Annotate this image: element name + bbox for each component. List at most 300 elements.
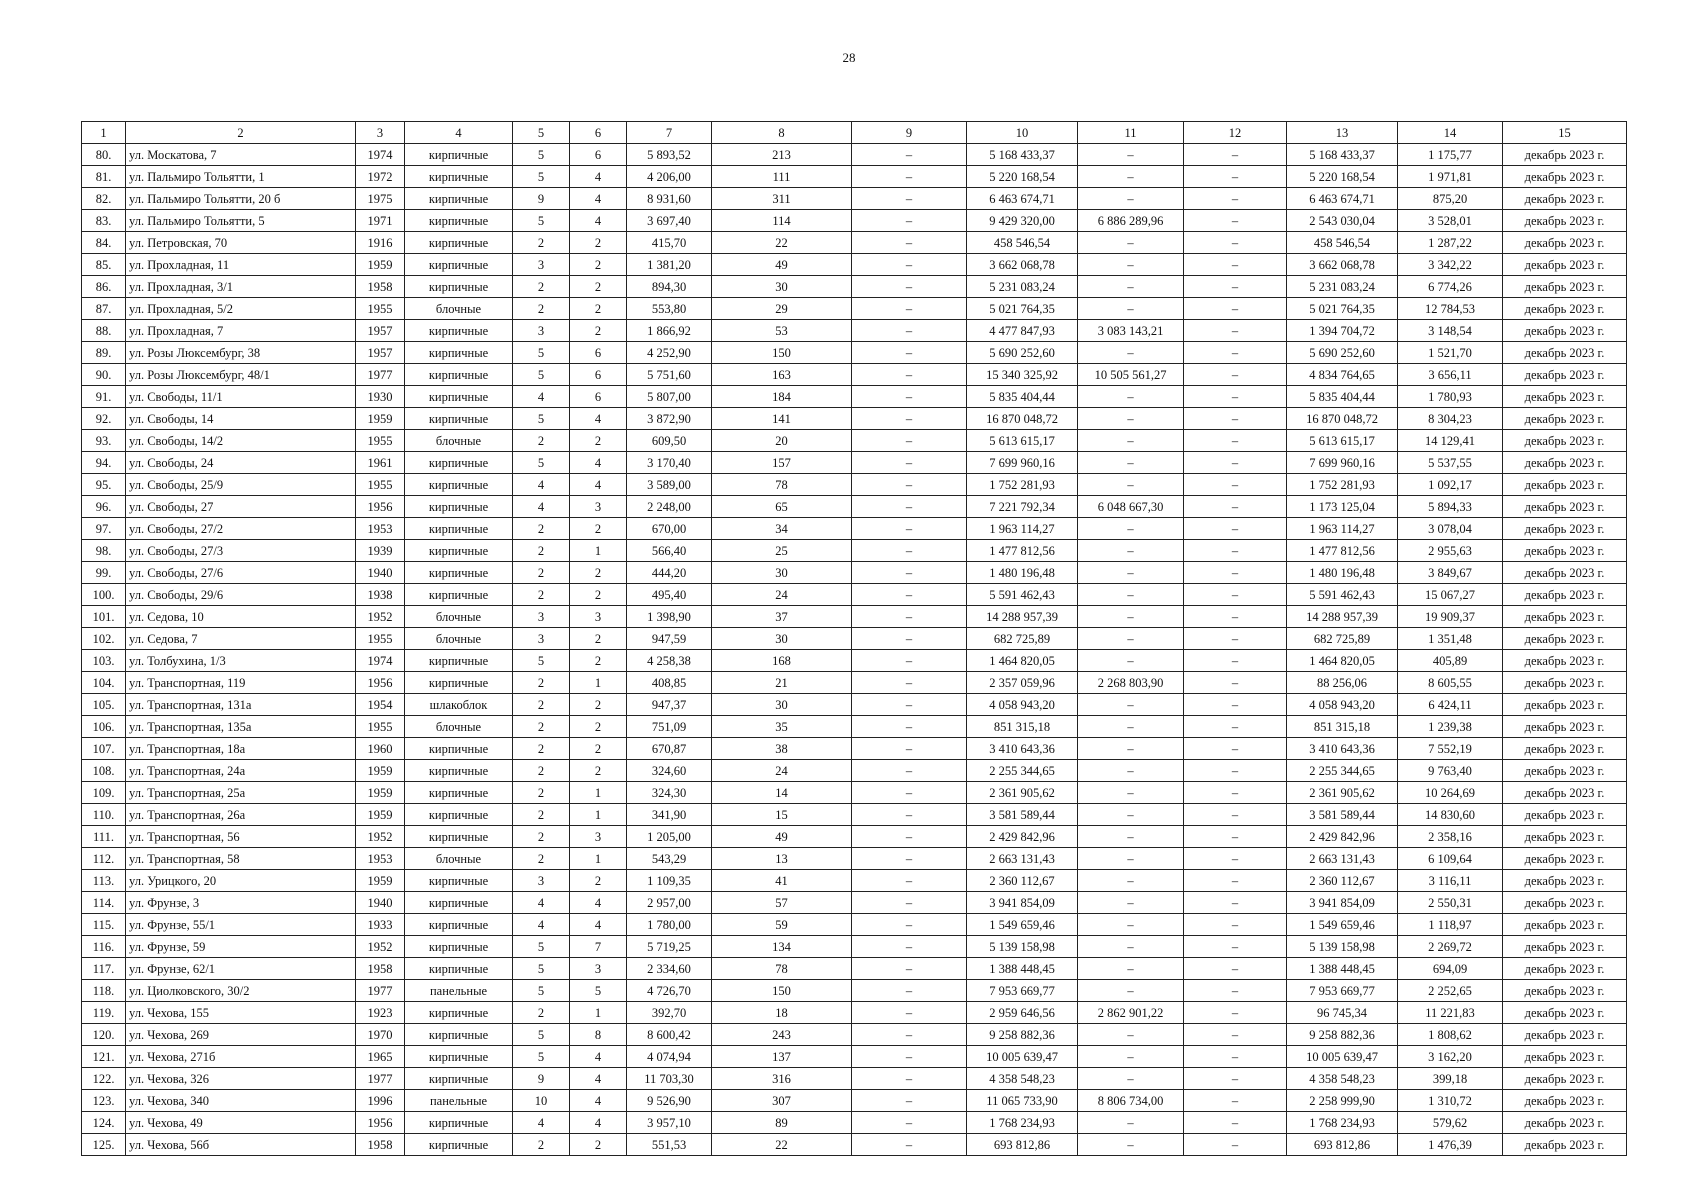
table-cell-col-7: 543,29 (627, 848, 712, 870)
table-cell-col-9: – (852, 760, 967, 782)
table-cell-col-2: ул. Фрунзе, 55/1 (126, 914, 356, 936)
table-cell-col-3: 1958 (356, 276, 405, 298)
table-cell-col-11: – (1078, 408, 1184, 430)
table-cell-col-10: 2 429 842,96 (967, 826, 1078, 848)
table-cell-col-12: – (1184, 804, 1287, 826)
table-cell-col-7: 947,37 (627, 694, 712, 716)
table-cell-col-2: ул. Свободы, 27/3 (126, 540, 356, 562)
table-cell-col-13: 3 941 854,09 (1287, 892, 1398, 914)
table-cell-col-10: 5 231 083,24 (967, 276, 1078, 298)
column-header-1: 1 (82, 122, 126, 144)
table-cell-col-6: 4 (570, 1046, 627, 1068)
table-cell-col-5: 4 (513, 892, 570, 914)
table-cell-col-3: 1938 (356, 584, 405, 606)
table-cell-col-10: 1 464 820,05 (967, 650, 1078, 672)
table-cell-col-7: 4 206,00 (627, 166, 712, 188)
table-cell-col-3: 1975 (356, 188, 405, 210)
table-cell-col-2: ул. Свободы, 14 (126, 408, 356, 430)
table-cell-col-14: 14 830,60 (1398, 804, 1503, 826)
table-cell-col-15: декабрь 2023 г. (1503, 342, 1627, 364)
table-cell-col-10: 2 255 344,65 (967, 760, 1078, 782)
table-cell-col-4: блочные (405, 430, 513, 452)
table-cell-col-10: 9 258 882,36 (967, 1024, 1078, 1046)
table-cell-col-9: – (852, 452, 967, 474)
table-cell-col-4: кирпичные (405, 760, 513, 782)
table-cell-col-6: 1 (570, 782, 627, 804)
table-row (82, 232, 1627, 254)
table-cell-col-8: 65 (712, 496, 852, 518)
table-cell-col-7: 3 872,90 (627, 408, 712, 430)
table-cell-col-11: – (1078, 738, 1184, 760)
table-cell-col-6: 3 (570, 606, 627, 628)
table-cell-col-1: 106. (82, 716, 126, 738)
table-cell-col-6: 2 (570, 870, 627, 892)
table-cell-col-4: кирпичные (405, 232, 513, 254)
table-cell-col-4: кирпичные (405, 408, 513, 430)
table-cell-col-13: 1 549 659,46 (1287, 914, 1398, 936)
table-cell-col-14: 1 175,77 (1398, 144, 1503, 166)
table-cell-col-10: 1 752 281,93 (967, 474, 1078, 496)
table-cell-col-12: – (1184, 1112, 1287, 1134)
table-cell-col-5: 2 (513, 848, 570, 870)
table-cell-col-13: 6 463 674,71 (1287, 188, 1398, 210)
table-cell-col-10: 4 358 548,23 (967, 1068, 1078, 1090)
table-cell-col-5: 5 (513, 408, 570, 430)
table-cell-col-8: 21 (712, 672, 852, 694)
table-cell-col-3: 1939 (356, 540, 405, 562)
table-cell-col-9: – (852, 518, 967, 540)
table-cell-col-8: 29 (712, 298, 852, 320)
table-cell-col-8: 49 (712, 254, 852, 276)
table-cell-col-10: 5 591 462,43 (967, 584, 1078, 606)
table-cell-col-3: 1959 (356, 782, 405, 804)
table-cell-col-9: – (852, 1024, 967, 1046)
table-cell-col-5: 2 (513, 716, 570, 738)
table-row (82, 760, 1627, 782)
table-cell-col-12: – (1184, 606, 1287, 628)
table-cell-col-14: 3 148,54 (1398, 320, 1503, 342)
table-cell-col-8: 18 (712, 1002, 852, 1024)
table-cell-col-4: панельные (405, 1090, 513, 1112)
table-cell-col-11: – (1078, 694, 1184, 716)
table-row (82, 738, 1627, 760)
table-row (82, 430, 1627, 452)
table-cell-col-13: 1 173 125,04 (1287, 496, 1398, 518)
table-cell-col-10: 4 477 847,93 (967, 320, 1078, 342)
table-cell-col-11: – (1078, 298, 1184, 320)
table-cell-col-1: 121. (82, 1046, 126, 1068)
table-cell-col-14: 19 909,37 (1398, 606, 1503, 628)
table-cell-col-9: – (852, 188, 967, 210)
table-cell-col-2: ул. Свободы, 27/2 (126, 518, 356, 540)
table-cell-col-1: 97. (82, 518, 126, 540)
table-cell-col-8: 150 (712, 980, 852, 1002)
table-cell-col-10: 5 835 404,44 (967, 386, 1078, 408)
table-cell-col-14: 3 078,04 (1398, 518, 1503, 540)
table-cell-col-14: 5 537,55 (1398, 452, 1503, 474)
table-cell-col-11: 8 806 734,00 (1078, 1090, 1184, 1112)
table-cell-col-8: 30 (712, 628, 852, 650)
table-cell-col-14: 2 269,72 (1398, 936, 1503, 958)
table-cell-col-2: ул. Москатова, 7 (126, 144, 356, 166)
table-cell-col-4: кирпичные (405, 210, 513, 232)
table-cell-col-6: 6 (570, 364, 627, 386)
table-cell-col-1: 80. (82, 144, 126, 166)
table-cell-col-4: блочные (405, 716, 513, 738)
table-cell-col-3: 1955 (356, 474, 405, 496)
table-cell-col-7: 947,59 (627, 628, 712, 650)
table-cell-col-2: ул. Фрунзе, 62/1 (126, 958, 356, 980)
table-row (82, 452, 1627, 474)
table-cell-col-15: декабрь 2023 г. (1503, 628, 1627, 650)
table-cell-col-7: 2 248,00 (627, 496, 712, 518)
table-cell-col-6: 4 (570, 1068, 627, 1090)
table-cell-col-6: 4 (570, 166, 627, 188)
table-cell-col-1: 81. (82, 166, 126, 188)
table-cell-col-4: кирпичные (405, 342, 513, 364)
table-cell-col-6: 1 (570, 804, 627, 826)
table-cell-col-6: 2 (570, 650, 627, 672)
table-cell-col-8: 30 (712, 276, 852, 298)
table-cell-col-11: – (1078, 760, 1184, 782)
table-cell-col-4: кирпичные (405, 1068, 513, 1090)
table-cell-col-7: 1 398,90 (627, 606, 712, 628)
table-cell-col-15: декабрь 2023 г. (1503, 870, 1627, 892)
table-cell-col-14: 12 784,53 (1398, 298, 1503, 320)
table-cell-col-14: 14 129,41 (1398, 430, 1503, 452)
table-cell-col-2: ул. Транспортная, 18а (126, 738, 356, 760)
table-cell-col-8: 49 (712, 826, 852, 848)
table-cell-col-6: 4 (570, 408, 627, 430)
table-cell-col-2: ул. Свободы, 24 (126, 452, 356, 474)
table-cell-col-5: 2 (513, 232, 570, 254)
table-cell-col-15: декабрь 2023 г. (1503, 1046, 1627, 1068)
table-cell-col-8: 30 (712, 694, 852, 716)
table-cell-col-15: декабрь 2023 г. (1503, 166, 1627, 188)
table-cell-col-1: 90. (82, 364, 126, 386)
table-cell-col-4: кирпичные (405, 936, 513, 958)
table-cell-col-5: 2 (513, 826, 570, 848)
table-cell-col-12: – (1184, 452, 1287, 474)
table-cell-col-5: 9 (513, 188, 570, 210)
table-cell-col-7: 1 381,20 (627, 254, 712, 276)
table-cell-col-4: кирпичные (405, 254, 513, 276)
table-cell-col-6: 7 (570, 936, 627, 958)
table-cell-col-6: 2 (570, 276, 627, 298)
table-cell-col-9: – (852, 980, 967, 1002)
table-cell-col-15: декабрь 2023 г. (1503, 958, 1627, 980)
table-cell-col-13: 2 255 344,65 (1287, 760, 1398, 782)
table-cell-col-6: 2 (570, 298, 627, 320)
table-cell-col-13: 2 663 131,43 (1287, 848, 1398, 870)
table-cell-col-11: – (1078, 144, 1184, 166)
table-cell-col-14: 8 605,55 (1398, 672, 1503, 694)
table-cell-col-13: 1 394 704,72 (1287, 320, 1398, 342)
table-row (82, 562, 1627, 584)
table-cell-col-12: – (1184, 298, 1287, 320)
table-cell-col-10: 7 953 669,77 (967, 980, 1078, 1002)
table-cell-col-2: ул. Транспортная, 24а (126, 760, 356, 782)
table-cell-col-7: 1 109,35 (627, 870, 712, 892)
table-cell-col-6: 4 (570, 1112, 627, 1134)
table-cell-col-2: ул. Транспортная, 26а (126, 804, 356, 826)
table-cell-col-4: кирпичные (405, 650, 513, 672)
table-cell-col-6: 2 (570, 562, 627, 584)
table-cell-col-13: 9 258 882,36 (1287, 1024, 1398, 1046)
table-cell-col-9: – (852, 254, 967, 276)
table-cell-col-4: кирпичные (405, 474, 513, 496)
table-cell-col-1: 102. (82, 628, 126, 650)
table-cell-col-7: 4 074,94 (627, 1046, 712, 1068)
table-row (82, 1002, 1627, 1024)
table-row (82, 474, 1627, 496)
table-cell-col-10: 693 812,86 (967, 1134, 1078, 1156)
table-cell-col-14: 875,20 (1398, 188, 1503, 210)
table-cell-col-5: 5 (513, 980, 570, 1002)
table-cell-col-12: – (1184, 958, 1287, 980)
table-cell-col-15: декабрь 2023 г. (1503, 496, 1627, 518)
table-cell-col-4: кирпичные (405, 1002, 513, 1024)
table-cell-col-12: – (1184, 1002, 1287, 1024)
table-cell-col-14: 3 656,11 (1398, 364, 1503, 386)
table-cell-col-1: 94. (82, 452, 126, 474)
table-cell-col-12: – (1184, 1068, 1287, 1090)
table-cell-col-4: блочные (405, 628, 513, 650)
table-cell-col-11: – (1078, 584, 1184, 606)
table-cell-col-1: 91. (82, 386, 126, 408)
table-row (82, 914, 1627, 936)
table-cell-col-3: 1953 (356, 518, 405, 540)
table-cell-col-8: 22 (712, 232, 852, 254)
table-cell-col-10: 1 477 812,56 (967, 540, 1078, 562)
table-cell-col-2: ул. Фрунзе, 3 (126, 892, 356, 914)
table-cell-col-8: 24 (712, 760, 852, 782)
column-header-4: 4 (405, 122, 513, 144)
table-cell-col-3: 1955 (356, 430, 405, 452)
table-cell-col-7: 8 600,42 (627, 1024, 712, 1046)
table-cell-col-9: – (852, 562, 967, 584)
table-cell-col-13: 5 835 404,44 (1287, 386, 1398, 408)
table-cell-col-7: 5 719,25 (627, 936, 712, 958)
table-cell-col-3: 1959 (356, 870, 405, 892)
table-cell-col-1: 101. (82, 606, 126, 628)
table-cell-col-3: 1930 (356, 386, 405, 408)
table-cell-col-11: – (1078, 1112, 1184, 1134)
table-cell-col-11: – (1078, 1046, 1184, 1068)
table-cell-col-8: 13 (712, 848, 852, 870)
table-cell-col-15: декабрь 2023 г. (1503, 364, 1627, 386)
table-cell-col-4: кирпичные (405, 826, 513, 848)
table-cell-col-1: 107. (82, 738, 126, 760)
table-cell-col-9: – (852, 958, 967, 980)
column-header-10: 10 (967, 122, 1078, 144)
table-cell-col-3: 1916 (356, 232, 405, 254)
table-cell-col-9: – (852, 1112, 967, 1134)
table-cell-col-13: 4 058 943,20 (1287, 694, 1398, 716)
table-cell-col-11: – (1078, 518, 1184, 540)
table-cell-col-2: ул. Прохладная, 5/2 (126, 298, 356, 320)
table-cell-col-15: декабрь 2023 г. (1503, 650, 1627, 672)
table-cell-col-1: 108. (82, 760, 126, 782)
table-cell-col-8: 37 (712, 606, 852, 628)
table-cell-col-13: 5 220 168,54 (1287, 166, 1398, 188)
table-cell-col-3: 1957 (356, 342, 405, 364)
table-cell-col-9: – (852, 342, 967, 364)
table-cell-col-11: – (1078, 958, 1184, 980)
table-cell-col-5: 5 (513, 144, 570, 166)
table-cell-col-4: кирпичные (405, 320, 513, 342)
table-cell-col-1: 110. (82, 804, 126, 826)
table-cell-col-5: 5 (513, 936, 570, 958)
table-cell-col-5: 4 (513, 1112, 570, 1134)
table-cell-col-5: 5 (513, 342, 570, 364)
table-cell-col-7: 551,53 (627, 1134, 712, 1156)
table-cell-col-5: 4 (513, 914, 570, 936)
table-cell-col-4: кирпичные (405, 496, 513, 518)
table-cell-col-1: 83. (82, 210, 126, 232)
table-cell-col-11: – (1078, 606, 1184, 628)
table-cell-col-3: 1959 (356, 408, 405, 430)
table-cell-col-6: 3 (570, 496, 627, 518)
table-cell-col-8: 78 (712, 958, 852, 980)
table-cell-col-7: 894,30 (627, 276, 712, 298)
table-cell-col-4: кирпичные (405, 914, 513, 936)
table-cell-col-13: 4 358 548,23 (1287, 1068, 1398, 1090)
table-cell-col-10: 15 340 325,92 (967, 364, 1078, 386)
table-cell-col-4: шлакоблок (405, 694, 513, 716)
table-cell-col-2: ул. Чехова, 271б (126, 1046, 356, 1068)
table-cell-col-8: 168 (712, 650, 852, 672)
table-cell-col-15: декабрь 2023 г. (1503, 914, 1627, 936)
table-cell-col-1: 98. (82, 540, 126, 562)
table-cell-col-3: 1956 (356, 1112, 405, 1134)
housing-registry-table (81, 121, 1627, 1156)
table-row (82, 1024, 1627, 1046)
table-cell-col-5: 5 (513, 1046, 570, 1068)
table-cell-col-13: 693 812,86 (1287, 1134, 1398, 1156)
table-cell-col-10: 5 613 615,17 (967, 430, 1078, 452)
table-cell-col-11: – (1078, 782, 1184, 804)
table-cell-col-15: декабрь 2023 г. (1503, 848, 1627, 870)
table-cell-col-4: кирпичные (405, 518, 513, 540)
column-header-11: 11 (1078, 122, 1184, 144)
table-cell-col-7: 8 931,60 (627, 188, 712, 210)
table-cell-col-2: ул. Свободы, 29/6 (126, 584, 356, 606)
table-row (82, 1068, 1627, 1090)
table-cell-col-12: – (1184, 628, 1287, 650)
table-cell-col-5: 3 (513, 628, 570, 650)
table-cell-col-9: – (852, 144, 967, 166)
table-cell-col-9: – (852, 892, 967, 914)
table-cell-col-8: 30 (712, 562, 852, 584)
table-cell-col-4: блочные (405, 606, 513, 628)
table-row (82, 210, 1627, 232)
table-cell-col-7: 2 957,00 (627, 892, 712, 914)
table-cell-col-3: 1961 (356, 452, 405, 474)
table-cell-col-2: ул. Седова, 7 (126, 628, 356, 650)
table-cell-col-5: 2 (513, 804, 570, 826)
table-cell-col-13: 5 231 083,24 (1287, 276, 1398, 298)
table-cell-col-13: 96 745,34 (1287, 1002, 1398, 1024)
table-cell-col-3: 1959 (356, 760, 405, 782)
table-cell-col-2: ул. Свободы, 27/6 (126, 562, 356, 584)
table-cell-col-6: 4 (570, 1090, 627, 1112)
column-header-2: 2 (126, 122, 356, 144)
table-cell-col-7: 670,00 (627, 518, 712, 540)
table-cell-col-1: 93. (82, 430, 126, 452)
table-cell-col-4: кирпичные (405, 738, 513, 760)
table-cell-col-9: – (852, 716, 967, 738)
table-cell-col-13: 1 464 820,05 (1287, 650, 1398, 672)
table-cell-col-8: 35 (712, 716, 852, 738)
table-cell-col-11: 2 268 803,90 (1078, 672, 1184, 694)
table-cell-col-15: декабрь 2023 г. (1503, 320, 1627, 342)
table-cell-col-9: – (852, 848, 967, 870)
table-cell-col-11: – (1078, 1134, 1184, 1156)
table-cell-col-7: 4 252,90 (627, 342, 712, 364)
table-cell-col-9: – (852, 1068, 967, 1090)
table-cell-col-15: декабрь 2023 г. (1503, 298, 1627, 320)
table-row (82, 540, 1627, 562)
table-row (82, 716, 1627, 738)
table-row (82, 298, 1627, 320)
table-cell-col-3: 1959 (356, 254, 405, 276)
table-cell-col-2: ул. Транспортная, 56 (126, 826, 356, 848)
table-cell-col-12: – (1184, 364, 1287, 386)
table-cell-col-4: кирпичные (405, 166, 513, 188)
table-cell-col-9: – (852, 694, 967, 716)
table-cell-col-2: ул. Чехова, 56б (126, 1134, 356, 1156)
table-cell-col-1: 104. (82, 672, 126, 694)
column-header-8: 8 (712, 122, 852, 144)
table-cell-col-9: – (852, 496, 967, 518)
table-cell-col-4: кирпичные (405, 1024, 513, 1046)
table-cell-col-11: – (1078, 1068, 1184, 1090)
table-cell-col-12: – (1184, 276, 1287, 298)
table-cell-col-3: 1958 (356, 1134, 405, 1156)
table-cell-col-15: декабрь 2023 г. (1503, 694, 1627, 716)
table-cell-col-11: 6 886 289,96 (1078, 210, 1184, 232)
table-cell-col-13: 16 870 048,72 (1287, 408, 1398, 430)
table-cell-col-11: – (1078, 342, 1184, 364)
table-cell-col-7: 670,87 (627, 738, 712, 760)
table-cell-col-10: 458 546,54 (967, 232, 1078, 254)
table-cell-col-10: 6 463 674,71 (967, 188, 1078, 210)
table-cell-col-8: 89 (712, 1112, 852, 1134)
table-cell-col-8: 25 (712, 540, 852, 562)
table-cell-col-11: 2 862 901,22 (1078, 1002, 1184, 1024)
table-cell-col-8: 184 (712, 386, 852, 408)
table-cell-col-15: декабрь 2023 г. (1503, 760, 1627, 782)
table-cell-col-2: ул. Чехова, 155 (126, 1002, 356, 1024)
column-header-7: 7 (627, 122, 712, 144)
table-cell-col-5: 5 (513, 1024, 570, 1046)
table-row (82, 804, 1627, 826)
table-cell-col-1: 95. (82, 474, 126, 496)
table-cell-col-14: 6 109,64 (1398, 848, 1503, 870)
table-cell-col-11: – (1078, 562, 1184, 584)
table-cell-col-12: – (1184, 188, 1287, 210)
table-cell-col-13: 5 139 158,98 (1287, 936, 1398, 958)
table-cell-col-15: декабрь 2023 г. (1503, 606, 1627, 628)
column-header-12: 12 (1184, 122, 1287, 144)
table-cell-col-10: 3 662 068,78 (967, 254, 1078, 276)
table-cell-col-1: 125. (82, 1134, 126, 1156)
table-cell-col-12: – (1184, 782, 1287, 804)
table-cell-col-11: – (1078, 716, 1184, 738)
table-cell-col-5: 2 (513, 430, 570, 452)
table-cell-col-11: – (1078, 430, 1184, 452)
